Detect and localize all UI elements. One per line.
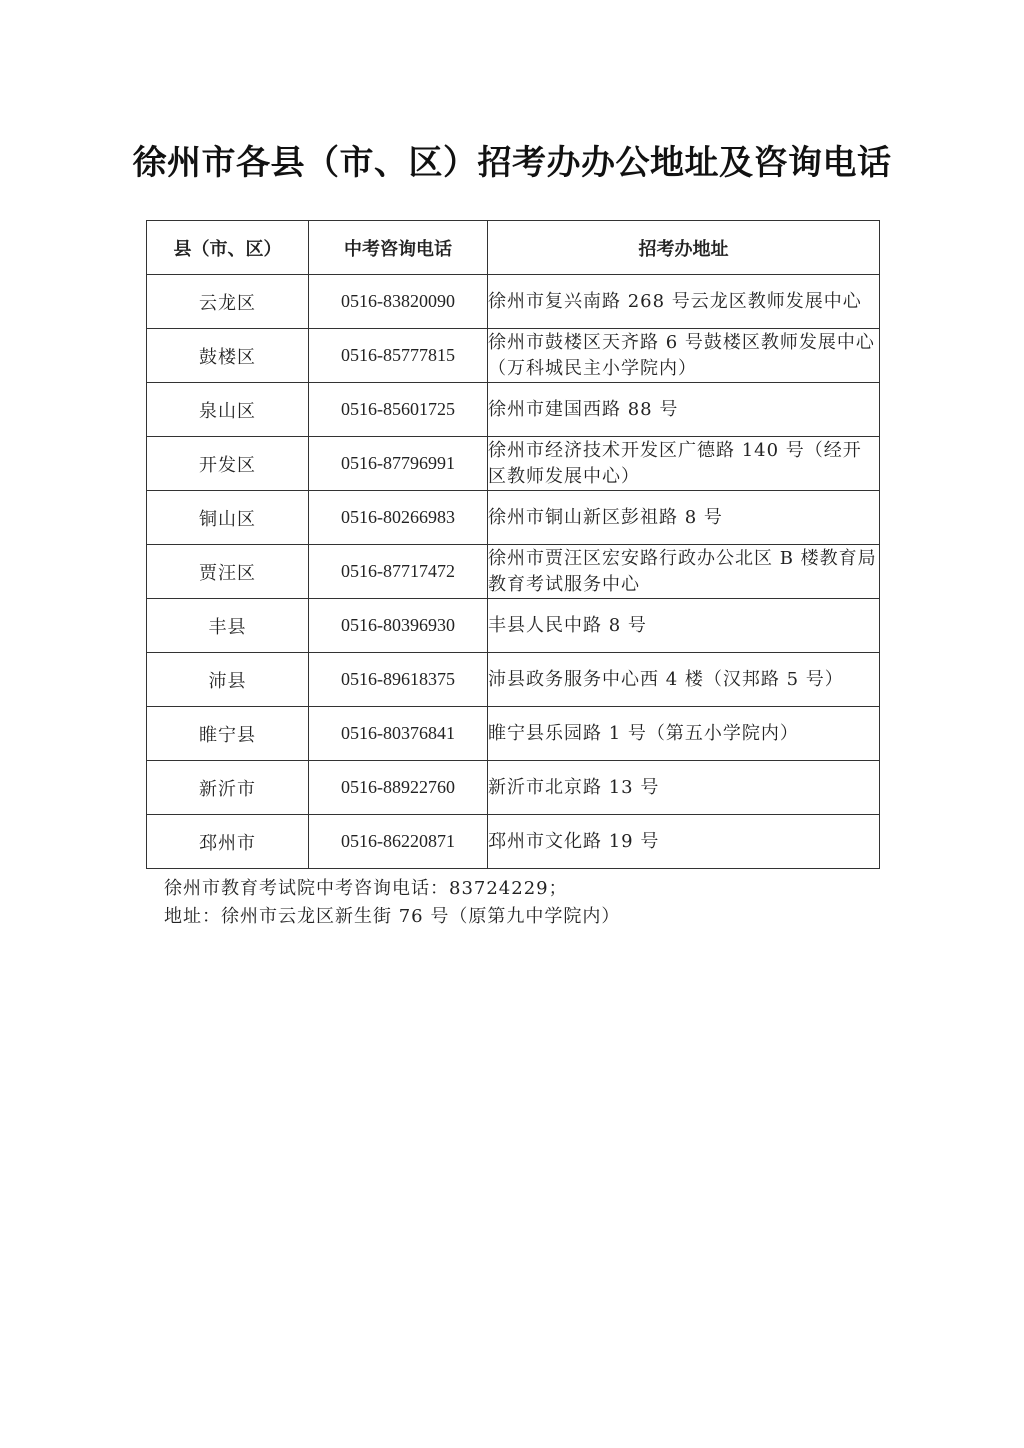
district-cell: 睢宁县 (147, 707, 309, 761)
table-row (147, 545, 880, 599)
address-cell: 徐州市经济技术开发区广德路 140 号（经开区教师发展中心） (488, 437, 880, 491)
table-row (147, 707, 880, 761)
district-cell: 沛县 (147, 653, 309, 707)
table-row (147, 437, 880, 491)
phone-cell: 0516-88922760 (309, 761, 488, 815)
address-cell: 徐州市贾汪区宏安路行政办公北区 B 楼教育局教育考试服务中心 (488, 545, 880, 599)
district-cell: 铜山区 (147, 491, 309, 545)
address-cell: 徐州市复兴南路 268 号云龙区教师发展中心 (488, 275, 880, 329)
phone-cell: 0516-85601725 (309, 383, 488, 437)
address-cell: 徐州市铜山新区彭祖路 8 号 (488, 491, 880, 545)
phone-cell: 0516-87796991 (309, 437, 488, 491)
address-cell: 丰县人民中路 8 号 (488, 599, 880, 653)
address-cell: 睢宁县乐园路 1 号（第五小学院内） (488, 707, 880, 761)
address-cell: 徐州市建国西路 88 号 (488, 383, 880, 437)
table-row (147, 815, 880, 869)
phone-cell: 0516-80396930 (309, 599, 488, 653)
table-row (147, 653, 880, 707)
exam-institute-address-note: 地址：徐州市云龙区新生街 76 号（原第九中学院内） (164, 906, 621, 927)
header-phone: 中考咨询电话 (309, 221, 488, 275)
address-cell: 徐州市鼓楼区天齐路 6 号鼓楼区教师发展中心（万科城民主小学院内） (488, 329, 880, 383)
district-cell: 云龙区 (147, 275, 309, 329)
table-row (147, 329, 880, 383)
office-contact-table (146, 220, 880, 869)
phone-cell: 0516-80266983 (309, 491, 488, 545)
table-row (147, 383, 880, 437)
district-cell: 新沂市 (147, 761, 309, 815)
district-cell: 开发区 (147, 437, 309, 491)
address-cell: 沛县政务服务中心西 4 楼（汉邦路 5 号） (488, 653, 880, 707)
table-row (147, 275, 880, 329)
header-address: 招考办地址 (488, 221, 880, 275)
phone-cell: 0516-85777815 (309, 329, 488, 383)
district-cell: 鼓楼区 (147, 329, 309, 383)
phone-cell: 0516-83820090 (309, 275, 488, 329)
address-cell: 新沂市北京路 13 号 (488, 761, 880, 815)
exam-institute-phone-note: 徐州市教育考试院中考咨询电话：83724229； (164, 878, 568, 899)
table-row (147, 761, 880, 815)
phone-cell: 0516-80376841 (309, 707, 488, 761)
phone-cell: 0516-86220871 (309, 815, 488, 869)
footer-notes (164, 875, 620, 931)
header-district: 县（市、区） (147, 221, 309, 275)
district-cell: 丰县 (147, 599, 309, 653)
district-cell: 贾汪区 (147, 545, 309, 599)
table-row (147, 491, 880, 545)
district-cell: 泉山区 (147, 383, 309, 437)
page-title: 徐州市各县（市、区）招考办办公地址及咨询电话 (132, 142, 892, 183)
phone-cell: 0516-87717472 (309, 545, 488, 599)
district-cell: 邳州市 (147, 815, 309, 869)
table-row (147, 599, 880, 653)
table-header-row (147, 221, 880, 275)
address-cell: 邳州市文化路 19 号 (488, 815, 880, 869)
phone-cell: 0516-89618375 (309, 653, 488, 707)
